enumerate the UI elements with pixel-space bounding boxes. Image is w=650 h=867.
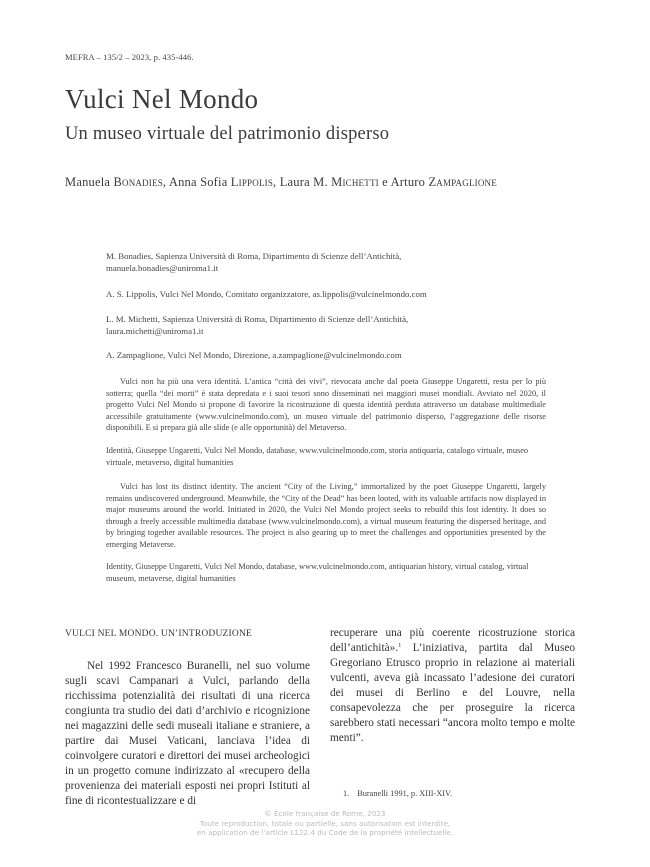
footnote-reference[interactable]: 1 <box>398 642 402 650</box>
article-title: Vulci Nel Mondo <box>65 84 259 114</box>
affiliation: A. S. Lippolis, Vulci Nel Mondo, Comitato organizzatore, as.lippolis@vulcinelmondo.com <box>106 289 427 299</box>
abstract-italian: Vulci non ha più una vera identità. L’antica “città dei vivi”, rievocata anche dal poeta Giuseppe Ungaretti, resta per lo più sotterra; quella “dei morti” è stata depredata e i suoi tesori sono disseminati nei maggiori musei mondiali. Avviato nel 2020, il progetto Vulci Nel Mondo si propone di favorire la ricostruzione di questa identità perduta attraverso un database multimediale accessibile gratuitamente (www.vulcinelmondo.com), un museo virtuale del patrimonio disperso, l’aggregazione delle risorse disponibili. E si prepara già alle slide (e alle opportunità) del Metaverso. <box>106 377 546 432</box>
body-column-left: Nel 1992 Francesco Buranelli, nel suo volume sugli scavi Campanari a Vulci, parlando della ricchissima potenzialità dei risultati di una ricerca congiunta tra studio dei dati d’archivio e ricognizione nei magazzini delle sedi museali italiane e straniere, a partire dai Musei Vaticani, lanciava l’idea di coinvolgere curatori e direttori dei musei archeologici in un progetto comune indirizzato al «recupero della provenienza dei materiali esposti nei propri Istituti al fine di ricontestualizzare e di <box>65 660 310 808</box>
copyright-notice: © École française de Rome, 2023 Toute reproduction, totale ou partielle, sans autorisation est interdite, en application de l’article L122.4 du Code de la propriété intellectuelle. <box>196 809 454 838</box>
keywords-english: Identity, Giuseppe Ungaretti, Vulci Nel Mondo, database, www.vulcinelmondo.com, antiquarian history, virtual catalog, virtual museum, metaverse, digital humanities <box>106 562 529 583</box>
author-name: Anna Sofia Lippolis <box>168 175 274 189</box>
affiliation: L. M. Michetti, Sapienza Università di Roma, Dipartimento di Scienze dell’Antichità, laura.michetti@uniroma1.it <box>106 314 409 336</box>
author-list: Manuela Bonadies, Anna Sofia Lippolis, Laura M. Michetti e Arturo Zampaglione <box>65 175 497 189</box>
affiliation: A. Zampaglione, Vulci Nel Mondo, Direzione, a.zampaglione@vulcinelmondo.com <box>106 350 402 360</box>
author-name: Laura M. Michetti <box>279 175 379 189</box>
author-name: Arturo Zampaglione <box>390 175 497 189</box>
article-subtitle: Un museo virtuale del patrimonio disperso <box>65 124 390 144</box>
abstract-english: Vulci has lost its distinct identity. The ancient “City of the Living,” immortalized by the poet Giuseppe Ungaretti, largely remains undiscovered underground. Meanwhile, the “City of the Dead” has been looted, with its valuable artifacts now displayed in major museums around the world. Initiated in 2020, the Vulci Nel Mondo project seeks to rebuild this lost identity. It does so through a freely accessible multimedia database (www.vulcinelmondo.com), a virtual museum featuring the dispersed heritage, and by bringing together available resources. The project is also gearing up to meet the challenges and opportunities presented by the emerging Metaverse. <box>106 482 546 549</box>
body-column-right: recuperare una più coerente ricostruzione storica dell’antichità».$^1$ L’iniziativa, partita dal Museo Gregoriano Etrusco proprio in relazione ai materiali vulcenti, aveva già incassato l’adesione dei curatori dei musei di Berlino e del Louvre, nella consapevolezza che per proseguire la ricerca sarebbero stati necessari “ancora molto tempo e molte menti”. <box>330 627 575 745</box>
section-heading: VULCI NEL MONDO. UN’INTRODUZIONE <box>65 629 253 639</box>
footnote: 1. Buranelli 1991, p. XIII-XIV. <box>343 789 453 798</box>
affiliation: M. Bonadies, Sapienza Università di Roma, Dipartimento di Scienze dell’Antichità, manuela.bonadies@uniroma1.it <box>106 251 402 273</box>
keywords-italian: Identità, Giuseppe Ungaretti, Vulci Nel Mondo, database, www.vulcinelmondo.com, storia antiquaria, catalogo virtuale, museo virtuale, metaverso, digital humanities <box>106 446 529 467</box>
author-name: Manuela Bonadies <box>65 175 163 189</box>
journal-reference: MEFRA – 135/2 – 2023, p. 435-446. <box>65 52 194 62</box>
